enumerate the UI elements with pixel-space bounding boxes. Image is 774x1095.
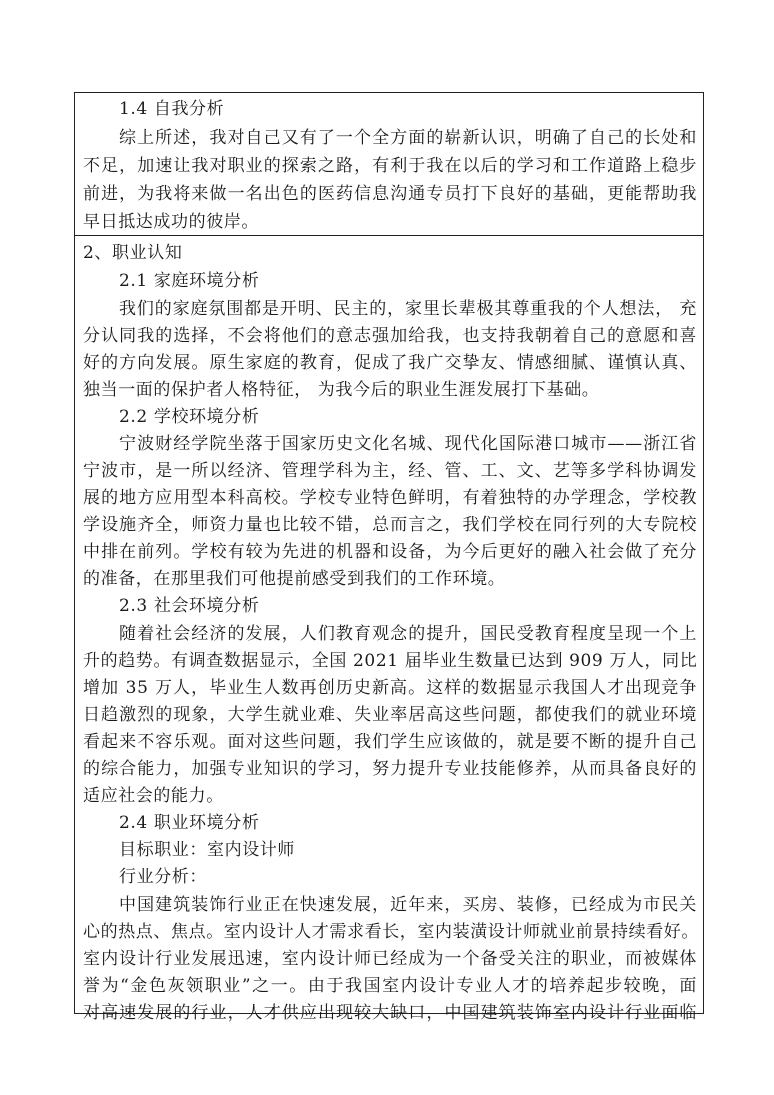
paragraph-line: 中排在前列。学校有较为先进的机器和设备，为今后更好的融入社会做了充分 <box>83 542 697 562</box>
paragraph-line: 早日抵达成功的彼岸。 <box>83 212 259 232</box>
target-career: 目标职业：室内设计师 <box>119 840 295 860</box>
paragraph-line: 学设施齐全，师资力量也比较不错，总而言之，我们学校在同行列的大专院校 <box>83 515 697 535</box>
paragraph-line: 日趋激烈的现象，大学生就业难、失业率居高这些问题，都使我们的就业环境 <box>83 705 697 725</box>
paragraph-line: 的综合能力，加强专业知识的学习，努力提升专业技能修养，从而具备良好的 <box>83 759 697 779</box>
section-heading-1-4: 1.4 自我分析 <box>119 99 225 119</box>
paragraph-line: 升的趋势。有调查数据显示，全国 2021 届毕业生数量已达到 909 万人，同比 <box>83 651 698 671</box>
paragraph-line: 对高速发展的行业，人才供应出现较大缺口，中国建筑装饰室内设计行业面临 <box>83 1003 697 1023</box>
section-heading-2-1: 2.1 家庭环境分析 <box>119 271 260 291</box>
paragraph-line: 不足，加速让我对职业的探索之路，有利于我在以后的学习和工作道路上稳步 <box>83 156 697 176</box>
section-heading-2-3: 2.3 社会环境分析 <box>119 596 260 616</box>
paragraph-line: 心的热点、焦点。室内设计人才需求看长，室内装潢设计师就业前景持续看好。 <box>83 922 699 942</box>
industry-analysis-label: 行业分析： <box>119 867 207 887</box>
paragraph-line: 的准备，在那里我们可他提前感受到我们的工作环境。 <box>83 569 506 589</box>
paragraph-line: 展的地方应用型本科高校。学校专业特色鲜明，有着独特的办学理念，学校教 <box>83 488 697 508</box>
paragraph-line: 独当一面的保护者人格特征， 为我今后的职业生涯发展打下基础。 <box>83 380 600 400</box>
paragraph-line: 我们的家庭氛围都是开明、民主的，家里长辈极其尊重我的个人想法， 充 <box>119 299 697 319</box>
paragraph-line: 随着社会经济的发展，人们教育观念的提升，国民受教育程度呈现一个上 <box>119 624 697 644</box>
paragraph-line: 誉为“金色灰领职业”之一。由于我国室内设计专业人才的培养起步较晚，面 <box>83 976 697 996</box>
self-analysis-cell <box>75 93 703 236</box>
paragraph-line: 中国建筑装饰行业正在快速发展，近年来，买房、装修，已经成为市民关 <box>119 895 697 915</box>
section-heading-2-2: 2.2 学校环境分析 <box>119 407 260 427</box>
section-heading-2: 2、职业认知 <box>83 243 183 263</box>
paragraph-line: 宁波财经学院坐落于国家历史文化名城、现代化国际港口城市——浙江省 <box>119 434 697 454</box>
paragraph-line: 适应社会的能力。 <box>83 786 224 806</box>
paragraph-line: 综上所述，我对自己又有了一个全方面的崭新认识，明确了自己的长处和 <box>119 128 697 148</box>
paragraph-line: 增加 35 万人，毕业生人数再创历史新高。这样的数据显示我国人才出现竞争 <box>83 678 697 698</box>
paragraph-line: 前进，为我将来做一名出色的医药信息沟通专员打下良好的基础，更能帮助我 <box>83 184 697 204</box>
paragraph-line: 宁波市，是一所以经济、管理学科为主，经、管、工、文、艺等多学科协调发 <box>83 461 697 481</box>
paragraph-line: 看起来不容乐观。面对这些问题，我们学生应该做的，就是要不断的提升自己 <box>83 732 697 752</box>
paragraph-line: 室内设计行业发展迅速，室内设计师已经成为一个备受关注的职业，而被媒体 <box>83 949 697 969</box>
career-cognition-cell <box>75 236 703 1023</box>
paragraph-line: 好的方向发展。原生家庭的教育，促成了我广交挚友、情感细腻、谨慎认真、 <box>83 353 697 373</box>
section-heading-2-4: 2.4 职业环境分析 <box>119 813 260 833</box>
paragraph-line: 分认同我的选择，不会将他们的意志强加给我，也支持我朝着自己的意愿和喜 <box>83 326 697 346</box>
document-table <box>74 92 704 1023</box>
